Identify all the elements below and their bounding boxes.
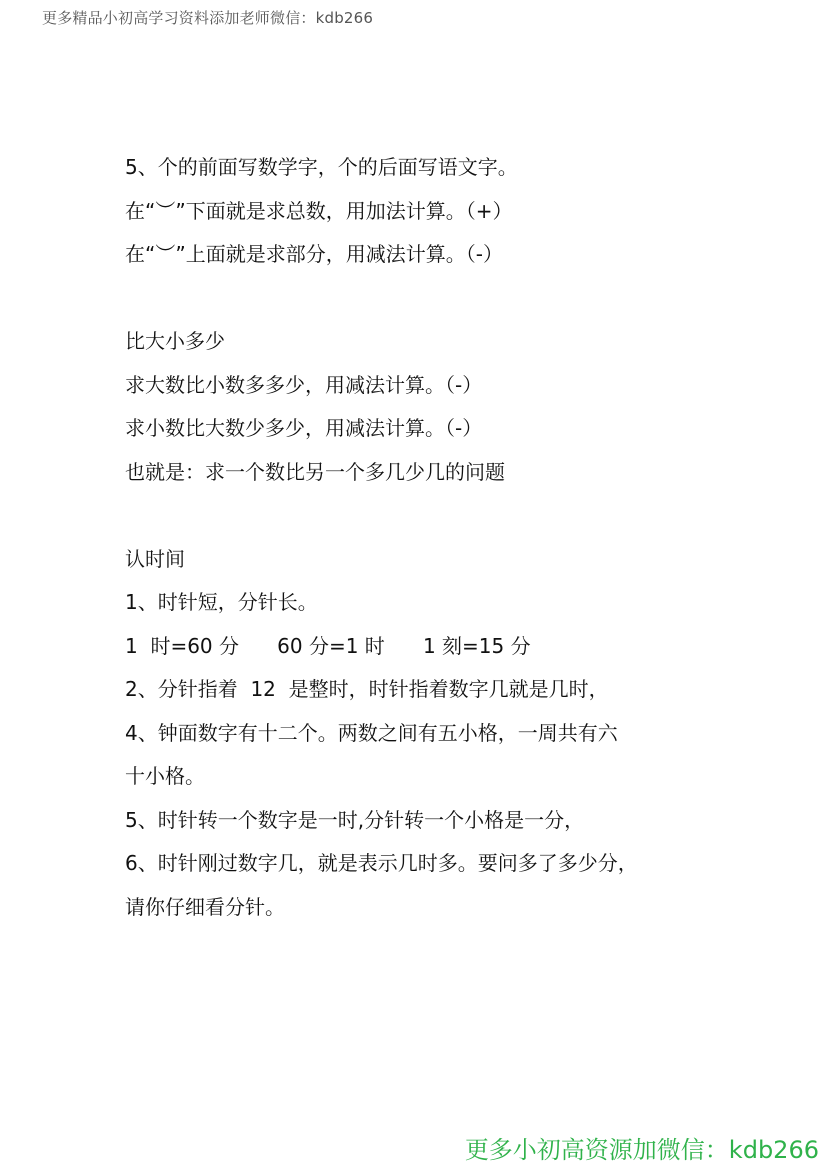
rule-line-1: 5、个的前面写数学字，个的后面写语文字。 bbox=[125, 155, 518, 179]
rule-line-3: 在“︶”上面就是求部分，用减法计算。（-） bbox=[125, 242, 503, 266]
compare-section-title: 比大小多少 bbox=[125, 329, 225, 353]
time-line-4: 4、钟面数字有十二个。两数之间有五小格，一周共有六 bbox=[125, 720, 618, 745]
time-line-6: 5、时针转一个数字是一时,分针转一个小格是一分， bbox=[125, 807, 585, 832]
compare-line-2: 求小数比大数少多少，用减法计算。（-） bbox=[125, 416, 483, 440]
time-line-8: 请你仔细看分针。 bbox=[125, 894, 285, 919]
time-line-3: 2、分针指着 12 是整时，时针指着数字几就是几时， bbox=[125, 677, 609, 701]
rule-line-2: 在“︶”下面就是求总数，用加法计算。（+） bbox=[125, 198, 513, 223]
spacer bbox=[125, 277, 725, 321]
time-line-5: 十小格。 bbox=[125, 764, 205, 788]
compare-line-3: 也就是：求一个数比另一个多几少几的问题 bbox=[125, 459, 505, 484]
compare-line-1: 求大数比小数多多少，用减法计算。（-） bbox=[125, 372, 483, 397]
time-line-7: 6、时针刚过数字几，就是表示几时多。要问多了多少分， bbox=[125, 851, 638, 875]
page-footer-note: 更多小初高资源加微信：kdb266 bbox=[464, 1136, 819, 1164]
document-body bbox=[125, 146, 725, 929]
page-header-note: 更多精品小初高学习资料添加老师微信：kdb266 bbox=[42, 9, 374, 27]
time-line-1: 1、时针短，分针长。 bbox=[125, 590, 318, 614]
spacer bbox=[125, 494, 725, 538]
time-section-title: 认时间 bbox=[125, 546, 185, 571]
time-line-2: 1 时=60 分 60 分=1 时 1 刻=15 分 bbox=[125, 633, 531, 658]
